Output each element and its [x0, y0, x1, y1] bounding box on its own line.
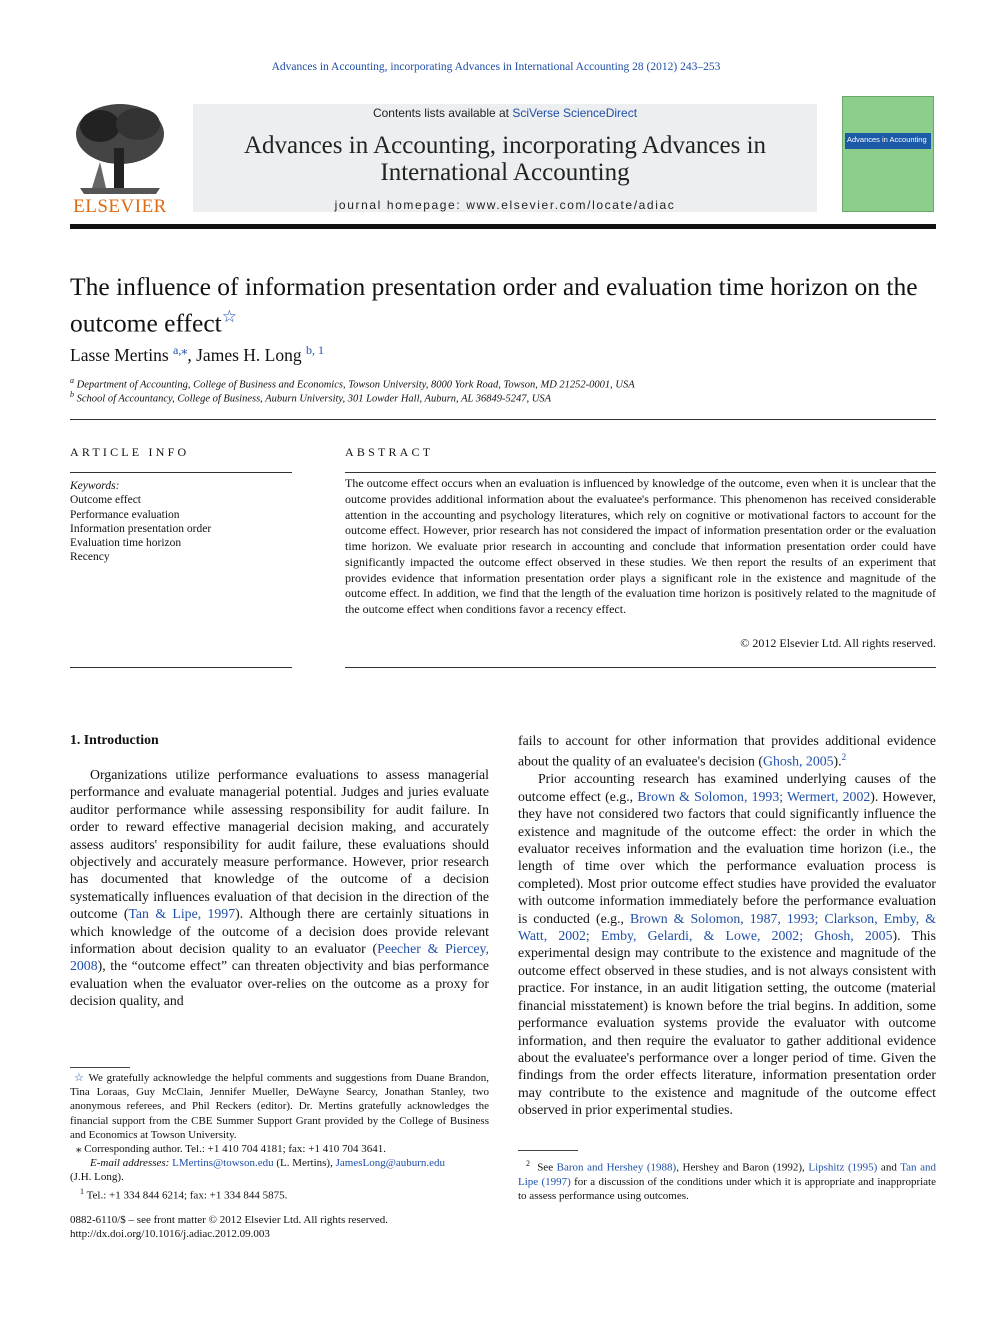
article-title-text: The influence of information presentation order and evaluation time horizon on the outcome effect — [70, 272, 918, 338]
citation-link[interactable]: Baron and Hershey (1988) — [556, 1161, 677, 1174]
citation-link[interactable]: Brown & Solomon, 1993; Wermert, 2002 — [637, 788, 871, 804]
journal-homepage[interactable]: journal homepage: www.elsevier.com/locate/adiac — [334, 198, 676, 212]
contents-prefix: Contents lists available at — [372, 106, 513, 120]
email-link-mertins[interactable]: LMertins@towson.edu — [172, 1157, 274, 1170]
divider — [345, 667, 936, 668]
divider — [70, 667, 292, 668]
sciencedirect-link[interactable]: SciVerse ScienceDirect — [512, 106, 638, 120]
article-info-heading: ARTICLE INFO — [70, 445, 190, 459]
footnote-2: $^2$ See Baron and Hershey (1988), Hershey and Baron (1992), Lipshitz (1995) and Tan and Lipe (1997) for a discussion of the conditions under which it is appropriate and inappropriate to assess performance using outcomes. — [518, 1159, 937, 1203]
affiliation-text: School of Accountancy, College of Business, Auburn University, 301 Lowder Hall, Auburn, AL 36849-5247, USA — [76, 393, 552, 405]
email-owner: (J.H. Long). — [70, 1171, 124, 1184]
keyword-item: Information presentation order — [70, 523, 212, 535]
affiliation — [70, 390, 551, 405]
citation-link[interactable]: Tan & Lipe, 1997 — [128, 906, 236, 922]
journal-title: Advances in Accounting, incorporating Advances in International Accounting — [243, 132, 767, 186]
affiliation-mark: b — [70, 390, 74, 399]
abstract-copyright: © 2012 Elsevier Ltd. All rights reserved. — [740, 636, 936, 650]
journal-cover-thumbnail — [842, 96, 934, 212]
footnote-1-mark: 1 — [80, 1186, 84, 1196]
footnote-rule — [70, 1067, 130, 1068]
email-label: E-mail addresses: — [90, 1157, 170, 1170]
footnote-2-ref[interactable]: 2 — [841, 752, 847, 763]
author-name: Lasse Mertins — [70, 344, 169, 365]
title-footnote-star[interactable]: ☆ — [221, 307, 237, 326]
contents-line — [193, 106, 817, 120]
citation-link[interactable]: Tan and Lipe (1997) — [518, 1161, 937, 1188]
footnote-1-text: Tel.: +1 334 844 6214; fax: +1 334 844 5875. — [86, 1189, 288, 1202]
divider — [70, 419, 936, 420]
publisher-wordmark: ELSEVIER — [73, 196, 167, 217]
doi-link[interactable]: http://dx.doi.org/10.1016/j.adiac.2012.09.003 — [70, 1228, 270, 1240]
intro-paragraph: Organizations utilize performance evaluations to assess managerial performance and evaluate managerial potential. Judges and juries evaluate auditor performance while assessing responsibility for audit failure. In order to reward effective managerial decision making, and accurately assess auditors' responsibility for audit failure, these evaluations should objectively and accurately measure performance. However, prior research has documented that knowledge of the outcome of a decision systematically influences evaluation of that decision in the direction of the outcome (Tan & Lipe, 1997). Although there are certainly situations in which knowledge of the outcome of a decision does provide relevant information about decision quality to an evaluator (Peecher & Piercey, 2008), the “outcome effect” can threaten objectivity and bias performance evaluation when the evaluator over-relies on the outcome as a proxy for decision quality, and — [70, 767, 489, 1009]
keyword-item: Outcome effect — [70, 494, 141, 506]
footnote-rule — [518, 1150, 578, 1151]
citation-link[interactable]: Ghosh, 2005 — [763, 754, 834, 769]
citation-link[interactable]: Brown & Solomon, 1987, 1993; Clarkson, Emby, & Watt, 2002; Emby, Gelardi, & Lowe, 2002; Ghosh, 2005 — [518, 910, 936, 944]
section-heading-introduction: 1. Introduction — [70, 732, 159, 747]
footnote-star-mark[interactable]: ☆ — [74, 1072, 85, 1084]
article-title — [70, 272, 936, 339]
author-name: James H. Long — [196, 344, 302, 365]
issn-line: 0882-6110/$ – see front matter © 2012 Elsevier Ltd. All rights reserved. — [70, 1214, 389, 1226]
citation-link[interactable]: Peecher & Piercey, 2008 — [70, 941, 489, 974]
keyword-item: Recency — [70, 551, 110, 563]
author-affil-mark[interactable]: a,⁎ — [173, 343, 188, 357]
author-affil-mark[interactable]: b, 1 — [305, 343, 324, 357]
footnotes-left: ☆ We gratefully acknowledge the helpful comments and suggestions from Duane Brandon, Tina Loraas, Guy McClain, Jennifer Mueller, DeWayne Searcy, Jonathan Stanley, two anonymous referees, and Phil Reckers (editor). Dr. Mertins gratefully acknowledges the financial support from the CBE Summer Support Grant provided by the College of Business and Economics at Towson University. ⁎ Corresponding author. Tel.: +1 410 704 4181; fax: +1 410 704 3641. E-mail addresses: LMertins@towson.edu (L. Mertins), JamesLong@auburn.edu (J.H. Long). $^1$ Tel.: +1 334 844 6214; fax: +1 334 844 5875. — [70, 1072, 489, 1202]
corresponding-author-text: Corresponding author. Tel.: +1 410 704 4181; fax: +1 410 704 3641. — [84, 1143, 386, 1156]
affiliation-text: Department of Accounting, College of Business and Economics, Towson University, 8000 York Road, Towson, MD 21252-0001, USA — [76, 379, 635, 391]
corresponding-mark: ⁎ — [76, 1143, 82, 1156]
intro-paragraph-continued: fails to account for other information that provides additional evidence about the quality of an evaluatee's decision (Ghosh, 2005).$^2$ Prior accounting research has examined underlying causes of the outcome effect (e.g., Brown & Solomon, 1993; Wermert, 2002). However, they have not considered two factors that could significantly influence the existence and magnitude of the outcome effect: the order in which the evaluator receives information and the evaluation time horizon (i.e., the length of time over which the performance evaluation process is completed). Most prior outcome effect studies have provided the evaluator with outcome information immediately before the performance evaluation is conducted (e.g., Brown & Solomon, 1987, 1993; Clarkson, Emby, & Watt, 2002; Emby, Gelardi, & Lowe, 2002; Ghosh, 2005). This experimental design may contribute to the existence and magnitude of the outcome effect observed in these studies, and is not always consistent with practice. For instance, in an audit litigation setting, the outcome (material financial misstatement) is known before the trial begins. In addition, some performance evaluation systems provide the evaluator with outcome information, and then require the evaluator to gather additional evidence about the evaluatee's performance over a longer period of time. Given the findings from the order effects literature, information presentation order may contribute to the existence and magnitude of the outcome effect observed in prior experimental studies. — [518, 733, 936, 1118]
keyword-item: Performance evaluation — [70, 509, 180, 521]
divider — [345, 472, 936, 473]
citation-link[interactable]: Lipshitz (1995) — [808, 1161, 878, 1174]
cover-title: Advances in Accounting — [847, 135, 927, 144]
header-rule — [70, 224, 936, 229]
email-link-long[interactable]: JamesLong@auburn.edu — [335, 1157, 446, 1170]
author-list: Lasse Mertins $^{a,⁎}$, James H. Long $^{b, 1}$ — [70, 343, 324, 365]
keyword-item: Evaluation time horizon — [70, 537, 182, 549]
affiliation — [70, 376, 635, 391]
running-header[interactable]: Advances in Accounting, incorporating Advances in International Accounting 28 (2012) 243–253 — [271, 61, 721, 73]
footnote-2-mark: 2 — [526, 1159, 530, 1168]
abstract-text: The outcome effect occurs when an evaluation is influenced by knowledge of the outcome, even when it is unclear that the outcome provides additional information about the evaluatee's performance. This phenomenon has received considerable attention in the accounting and psychology literatures, which rely on cognitive or motivational factors to account for the outcome effect. However, prior research has not considered the impact of information presentation order or the evaluation time horizon. We evaluate prior research in accounting and conclude that information presentation order could have significantly impacted the outcome effect observed in these studies. We then report the results of an experiment that provides evidence that information presentation order plays a significant role in the existence and magnitude of the outcome effect. In addition, we find that the length of the evaluation time horizon is positively related to the magnitude of the outcome effect when conditions favor a recency effect. — [345, 476, 936, 616]
acknowledgement-text: We gratefully acknowledge the helpful comments and suggestions from Duane Brandon, Tina Loraas, Guy McClain, Jennifer Mueller, DeWayne Searcy, Jonathan Stanley, two anonymous referees, and Phil Reckers (editor). Dr. Mertins gratefully acknowledges the financial support from the CBE Summer Support Grant provided by the College of Business and Economics at Towson University. — [70, 1072, 489, 1141]
divider — [70, 472, 292, 473]
affiliation-mark: a — [70, 376, 74, 385]
keywords-label: Keywords: — [70, 480, 120, 492]
abstract-heading: ABSTRACT — [345, 445, 434, 459]
